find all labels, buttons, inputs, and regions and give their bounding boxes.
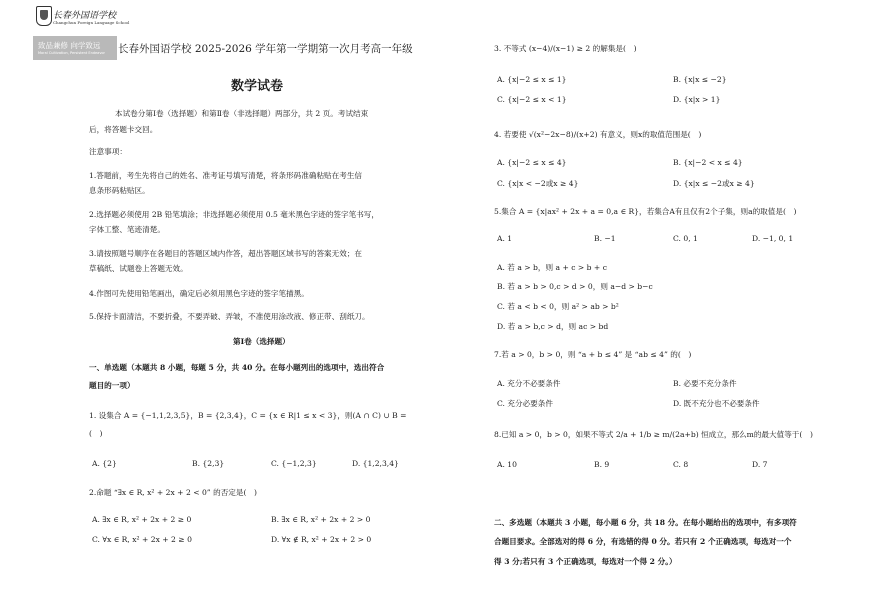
question-3-option-a: A. {x|−2 ≤ x ≤ 1}	[497, 75, 567, 84]
question-8-option-b: B. 9	[594, 460, 610, 469]
question-7-option-a: A. 充分不必要条件	[497, 379, 561, 388]
question-3-option-d: D. {x|x > 1}	[673, 95, 721, 104]
question-1-stem: 1. 设集合 A = {−1,1,2,3,5}，B = {2,3,4}，C = {x ∈ R|1 ≤ x < 3}，则(A ∩ C) ∪ B =	[89, 411, 407, 420]
section-1-line-2: 题目的一项）	[89, 381, 135, 390]
note-5: 5.保持卡面清洁，不要折叠，不要弄破、弄皱，不准使用涂改液、修正带、刮纸刀。	[89, 312, 370, 321]
note-2-line-1: 2.选择题必须使用 2B 铅笔填涂；非选择题必须使用 0.5 毫米黑色字迹的签字笔书写，	[89, 210, 379, 219]
question-6-option-b: B. 若 a > b > 0,c > d > 0，则 a−d > b−c	[497, 282, 653, 291]
logo-school-name: 长春外国语学校	[53, 11, 117, 21]
question-2-option-c: C. ∀x ∈ R, x² + 2x + 2 ≥ 0	[92, 535, 192, 544]
question-5-option-b: B. −1	[594, 234, 616, 243]
section-2-line-3: 得 3 分;若只有 3 个正确选项，每选对一个得 2 分。）	[494, 557, 677, 566]
section-2-line-2: 合题目要求。全部选对的得 6 分，有选错的得 0 分。若只有 2 个正确选项，每选对一个	[494, 537, 792, 546]
section-1-line-1: 一、单选题（本题共 8 小题，每题 5 分，共 40 分。在每小题列出的选项中，选出符合	[89, 363, 385, 372]
question-6-option-c: C. 若 a < b < 0，则 a² > ab > b²	[497, 302, 619, 311]
logo-motto: 致品兼修 向学致远	[38, 41, 101, 50]
notes-heading: 注意事项：	[89, 147, 127, 156]
question-4-option-d: D. {x|x ≤ −2或x ≥ 4}	[673, 179, 755, 188]
question-2-stem: 2.命题 “∃x ∈ R, x² + 2x + 2 < 0” 的否定是( )	[89, 488, 257, 497]
question-5-option-d: D. −1, 0, 1	[752, 234, 794, 243]
question-2-option-b: B. ∃x ∈ R, x² + 2x + 2 > 0	[271, 515, 371, 524]
question-6-option-a: A. 若 a > b，则 a + c > b + c	[497, 263, 607, 272]
question-8-option-a: A. 10	[497, 460, 517, 469]
question-4-stem: 4. 若要使 √(x²−2x−8)/(x+2) 有意义，则x的取值范围是( )	[494, 130, 702, 139]
intro-line-1: 本试卷分第Ⅰ卷（选择题）和第Ⅱ卷（非选择题）两部分，共 2 页。考试结束	[115, 109, 369, 118]
exam-title: 长春外国语学校 2025-2026 学年第一学期第一次月考高一年级	[118, 43, 413, 55]
note-2-line-2: 字体工整、笔迹清楚。	[89, 225, 165, 234]
question-3-option-c: C. {x|−2 ≤ x < 1}	[497, 95, 567, 104]
question-8-option-d: D. 7	[752, 460, 768, 469]
question-5-stem: 5.集合 A = {x|ax² + 2x + a = 0,a ∈ R}，若集合A有且仅有2个子集，则a的取值是( )	[494, 207, 797, 216]
note-1-line-1: 1.答题前，考生先将自己的姓名、准考证号填写清楚，将条形码准确粘贴在考生信	[89, 171, 363, 180]
intro-line-2: 后，将答题卡交回。	[89, 125, 158, 134]
note-4: 4.作图可先使用铅笔画出，确定后必须用黑色字迹的签字笔描黑。	[89, 289, 309, 298]
question-7-option-c: C. 充分必要条件	[497, 399, 553, 408]
logo-motto-en: Moral Cultivation, Persistent Endeavor	[38, 51, 105, 55]
question-1-option-b: B. {2,3}	[192, 459, 225, 468]
question-8-option-c: C. 8	[673, 460, 689, 469]
question-5-option-a: A. 1	[497, 234, 513, 243]
question-3-stem: 3. 不等式 (x−4)/(x−1) ≥ 2 的解集是( )	[494, 44, 637, 53]
question-2-option-d: D. ∀x ∉ R, x² + 2x + 2 > 0	[271, 535, 372, 544]
question-1-option-d: D. {1,2,3,4}	[352, 459, 399, 468]
question-4-option-b: B. {x|−2 < x ≤ 4}	[673, 158, 743, 167]
note-3-line-2: 草稿纸、试题卷上答题无效。	[89, 264, 188, 273]
question-1-option-a: A. {2}	[92, 459, 117, 468]
question-7-stem: 7.若 a > 0，b > 0，则 “a + b ≤ 4” 是 “ab ≤ 4” 的( )	[494, 350, 692, 359]
question-8-stem: 8.已知 a > 0，b > 0，如果不等式 2/a + 1/b ≥ m/(2a+b) 恒成立，那么m的最大值等于( )	[494, 430, 813, 439]
question-7-option-d: D. 既不充分也不必要条件	[673, 399, 760, 408]
note-1-line-2: 息条形码粘贴区。	[89, 186, 150, 195]
logo-school-name-en: Changchun Foreign Language School	[53, 20, 130, 25]
note-3-line-1: 3.请按照题号顺序在各题目的答题区域内作答，超出答题区域书写的答案无效；在	[89, 249, 363, 258]
question-3-option-b: B. {x|x ≤ −2}	[673, 75, 727, 84]
question-7-option-b: B. 必要不充分条件	[673, 379, 737, 388]
question-5-option-c: C. 0, 1	[673, 234, 698, 243]
section-2-line-1: 二、多选题（本题共 3 小题，每小题 6 分，共 18 分。在每小题给出的选项中，有多项符	[494, 518, 797, 527]
question-2-option-a: A. ∃x ∈ R, x² + 2x + 2 ≥ 0	[92, 515, 192, 524]
question-4-option-a: A. {x|−2 ≤ x ≤ 4}	[497, 158, 567, 167]
question-1-bracket: ( )	[89, 429, 103, 438]
question-1-option-c: C. {−1,2,3}	[271, 459, 317, 468]
question-4-option-c: C. {x|x < −2或x ≥ 4}	[497, 179, 579, 188]
school-emblem-icon	[36, 6, 52, 26]
part-1-heading: 第Ⅰ卷（选择题）	[233, 337, 290, 346]
question-6-option-d: D. 若 a > b,c > d，则 ac > bd	[497, 322, 609, 331]
exam-subject: 数学试卷	[231, 79, 284, 94]
